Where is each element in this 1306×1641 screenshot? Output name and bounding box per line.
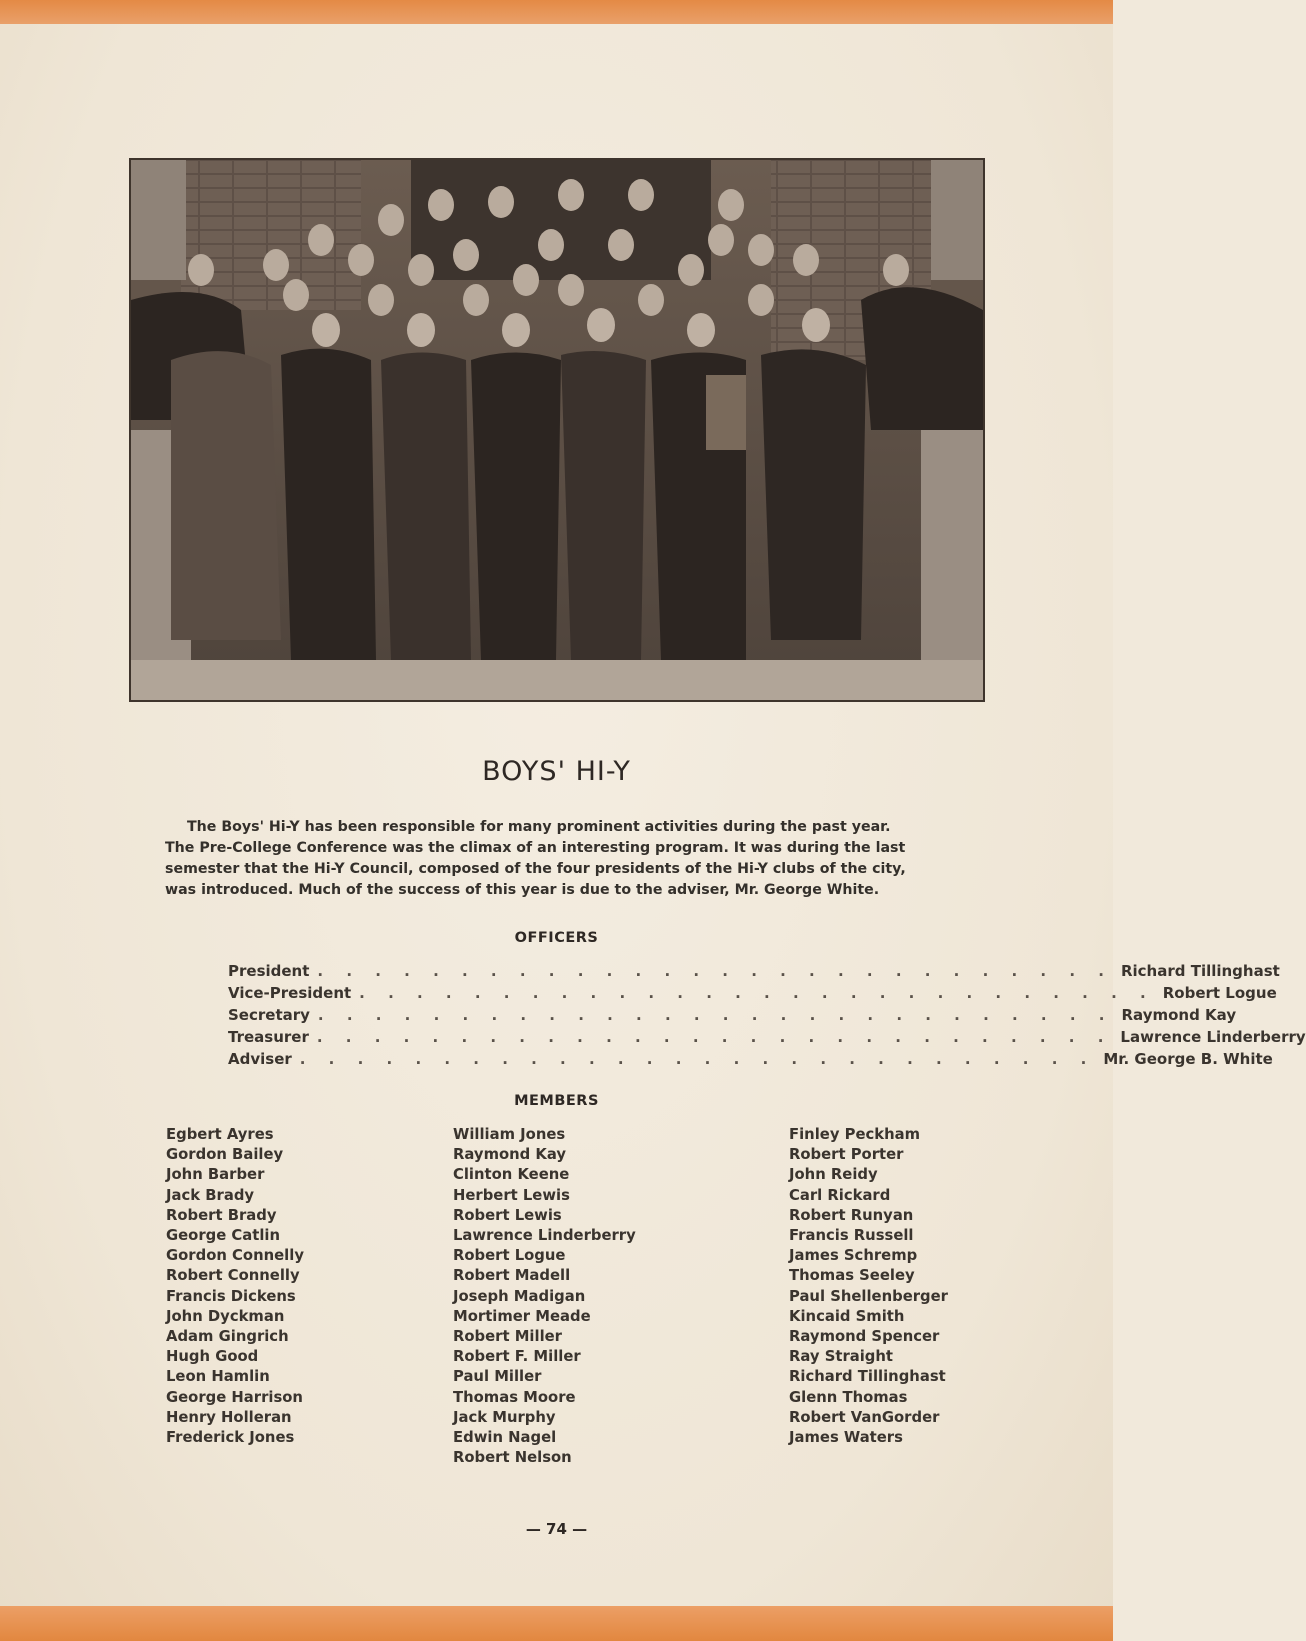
page-number: — 74 — [525,1520,588,1538]
member-name: Francis Dickens [166,1287,296,1305]
member-name: Edwin Nagel [453,1429,557,1447]
members-column-2 [453,1125,636,1468]
leader-dots: . . . . . . . . . . . . . . . . . . . . . . . . . . . . [359,984,1155,1002]
member-name: Francis Russell [789,1227,914,1245]
member-name: Robert Madell [453,1267,571,1285]
officer-row [228,1028,1306,1050]
member-name: John Reidy [789,1166,878,1184]
member-name: James Schremp [789,1247,918,1265]
page-title: BOYS' HI-Y [482,756,631,787]
member-name: Hugh Good [166,1348,259,1366]
members-column-1 [166,1125,304,1448]
bottom-border-band [0,1606,1113,1641]
member-name: Jack Murphy [453,1408,556,1426]
officer-name: Lawrence Linderberry [1120,1028,1306,1046]
member-name: Jack Brady [166,1186,255,1204]
member-name: Richard Tillinghast [789,1368,946,1386]
member-name: George Harrison [166,1388,303,1406]
leader-dots: . . . . . . . . . . . . . . . . . . . . . . . . . . . . [316,1028,1113,1046]
intro-paragraph [165,817,906,901]
officer-row [228,1006,1237,1028]
member-name: Thomas Seeley [789,1267,915,1285]
officer-role: Secretary [228,1006,310,1024]
member-name: Finley Peckham [789,1126,921,1143]
member-name: Kincaid Smith [789,1307,905,1325]
member-name: Ray Straight [789,1348,894,1366]
top-border-band [0,0,1113,24]
officer-name: Raymond Kay [1121,1006,1237,1024]
member-name: Joseph Madigan [453,1287,586,1305]
member-name: George Catlin [166,1227,281,1245]
member-name: Robert Logue [453,1247,566,1265]
officer-row [228,1050,1273,1072]
leader-dots: . . . . . . . . . . . . . . . . . . . . . . . . . . . . [299,1050,1096,1068]
member-name: Robert Porter [789,1146,904,1164]
member-name: James Waters [789,1429,903,1447]
member-name: William Jones [453,1126,566,1143]
member-name: Robert Lewis [453,1206,562,1224]
member-name: Thomas Moore [453,1388,576,1406]
member-name: Henry Holleran [166,1408,292,1426]
intro-line: was introduced. Much of the success of this year is due to the adviser, Mr. George White. [165,882,880,898]
member-name: Egbert Ayres [166,1126,274,1143]
member-name: Herbert Lewis [453,1186,570,1204]
officer-name: Mr. George B. White [1103,1050,1273,1068]
member-name: Robert F. Miller [453,1348,581,1366]
member-name: Frederick Jones [166,1429,295,1447]
member-name: John Dyckman [166,1307,285,1325]
officers-heading: OFFICERS [514,930,599,946]
member-name: Leon Hamlin [166,1368,270,1386]
officer-row [228,984,1277,1006]
member-name: Lawrence Linderberry [453,1227,636,1245]
member-name: Raymond Kay [453,1146,567,1164]
intro-line: The Boys' Hi-Y has been responsible for many prominent activities during the past year. [187,819,891,835]
member-name: Robert Miller [453,1328,562,1346]
officer-role: Vice-President [228,984,352,1002]
member-name: Gordon Bailey [166,1146,284,1164]
member-name: Robert Connelly [166,1267,300,1285]
member-name: Raymond Spencer [789,1328,940,1346]
member-name: Gordon Connelly [166,1247,304,1265]
member-name: Robert Runyan [789,1206,914,1224]
member-name: Robert VanGorder [789,1408,940,1426]
member-name: Robert Brady [166,1206,277,1224]
officer-role: Treasurer [228,1028,309,1046]
officer-name: Richard Tillinghast [1120,962,1280,980]
member-name: Glenn Thomas [789,1388,908,1406]
member-name: Paul Shellenberger [789,1287,948,1305]
member-name: John Barber [166,1166,265,1184]
member-name: Clinton Keene [453,1166,570,1184]
member-name: Adam Gingrich [166,1328,289,1346]
intro-line: The Pre-College Conference was the climax of an interesting program. It was during the last [165,840,906,856]
officers-list [228,962,1306,1072]
member-name: Paul Miller [453,1368,542,1386]
member-name: Mortimer Meade [453,1307,591,1325]
officer-role: Adviser [228,1050,292,1068]
leader-dots: . . . . . . . . . . . . . . . . . . . . . . . . . . . . [317,1006,1114,1024]
officer-row [228,962,1280,984]
members-column-3 [789,1125,948,1448]
leader-dots: . . . . . . . . . . . . . . . . . . . . . . . . . . . . [317,962,1113,980]
group-photo [129,158,985,702]
member-name: Robert Nelson [453,1449,572,1467]
members-heading: MEMBERS [514,1093,599,1109]
member-name: Carl Rickard [789,1186,891,1204]
officer-role: President [228,962,310,980]
officer-name: Robert Logue [1162,984,1277,1002]
group-photo-illustration [131,160,983,700]
intro-line: semester that the Hi-Y Council, composed of the four presidents of the Hi-Y clubs of the city, [165,861,906,877]
